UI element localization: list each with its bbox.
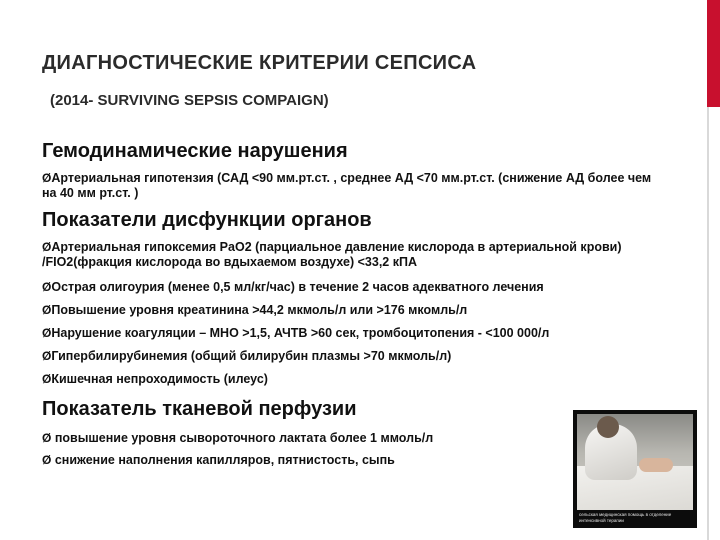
slide-title: ДИАГНОСТИЧЕСКИЕ КРИТЕРИИ СЕПСИСА <box>42 52 477 74</box>
list-item <box>42 280 662 295</box>
list-item <box>42 349 662 364</box>
list-item-text: снижение наполнения капилляров, пятнистость, сыпь <box>54 453 395 467</box>
list-item <box>42 453 562 468</box>
bullet-arrow-icon: Ø <box>42 372 52 386</box>
list-item-text: Повышение уровня креатинина >44,2 мкмоль/л или >176 мкомль/л <box>51 303 468 317</box>
accent-bar-line <box>707 107 709 540</box>
list-item <box>42 240 662 270</box>
list-item-text: Кишечная непроходимость (илеус) <box>51 372 268 386</box>
heading-hemodynamic: Гемодинамические нарушения <box>42 140 348 162</box>
photo-scene <box>577 414 693 510</box>
accent-bar <box>707 0 720 540</box>
patient-head <box>597 416 619 438</box>
caregiver-hand <box>639 458 673 472</box>
bullet-arrow-icon: Ø <box>42 453 52 467</box>
list-item-text: Острая олигоурия (менее 0,5 мл/кг/час) в течение 2 часов адекватного лечения <box>51 280 544 294</box>
list-item <box>42 431 562 446</box>
list-item-text: Гипербилирубинемия (общий билирубин плазмы >70 мкмоль/л) <box>51 349 452 363</box>
list-item <box>42 171 662 201</box>
bullet-arrow-icon: Ø <box>42 280 52 294</box>
list-item <box>42 372 662 387</box>
list-item <box>42 326 662 341</box>
bullet-arrow-icon: Ø <box>42 326 52 340</box>
list-item-text: Нарушение коагуляции – МНО >1,5, АЧТВ >60 сек, тромбоцитопения - <100 000/л <box>51 326 550 340</box>
list-item-text: Артериальная гипотензия (САД <90 мм.рт.ст. , среднее АД <70 мм.рт.ст. (снижение АД более чем на 40 мм рт.ст. ) <box>42 171 652 200</box>
bullet-arrow-icon: Ø <box>42 303 52 317</box>
bullet-arrow-icon: Ø <box>42 431 52 445</box>
bullet-arrow-icon: Ø <box>42 171 52 185</box>
bullet-arrow-icon: Ø <box>42 349 52 363</box>
bullet-arrow-icon: Ø <box>42 240 52 254</box>
heading-organ-dysfunction: Показатели дисфункции органов <box>42 209 372 231</box>
heading-tissue-perfusion: Показатель тканевой перфузии <box>42 398 357 420</box>
list-item <box>42 303 662 318</box>
list-item-text: повышение уровня сывороточного лактата более 1 ммоль/л <box>54 431 434 445</box>
slide-subtitle: (2014- SURVIVING SEPSIS COMPAIGN) <box>50 92 329 109</box>
patient-photo <box>573 410 697 528</box>
photo-caption: сельская медицинская помощь в отделение интенсивной терапии <box>579 512 672 523</box>
accent-bar-red <box>707 0 720 107</box>
list-item-text: Артериальная гипоксемия PaO2 (парциальное давление кислорода в артериальной крови) /FIO2(фракция кислорода во вдыхаемом воздухе) <33,2 кПА <box>42 240 622 269</box>
